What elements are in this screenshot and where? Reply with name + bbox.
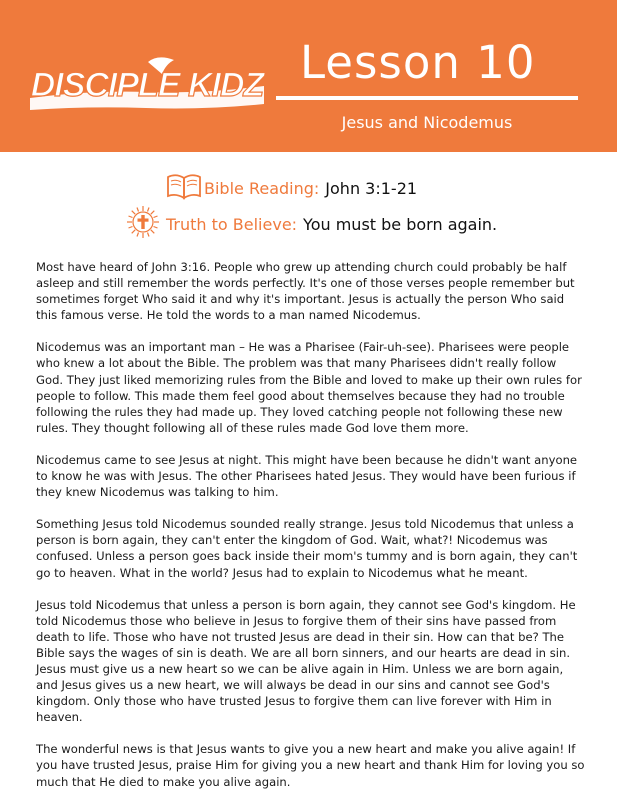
cross-sun-icon: [126, 205, 160, 244]
paragraph: Jesus told Nicodemus that unless a person is born again, they cannot see God's kingdom. He told Nicodemus those who believe in Jesus to forgive them of their sins have passed from death to life. Those who have not trusted Jesus are dead in their sin. How can that be? The Bible says the wages of sin is death. We are all born sinners, and our hearts are dead in sin. Jesus must give us a new heart so we can be alive again in Him. Unless we are born again, and Jesus gives us a new heart, we will always be dead in our sins and cannot see God's kingdom. Only those who have trusted Jesus to forgive them can live forever with Him in heaven.: [36, 597, 576, 725]
truth-to-believe-row: [126, 204, 497, 244]
logo-text: DISCIPLE KIDZ: [30, 66, 264, 104]
bible-reading-value: John 3:1-21: [325, 178, 418, 198]
paragraph: The wonderful news is that Jesus wants to give you a new heart and make you alive again! If you have trusted Jesus, praise Him for giving you a new heart and thank Him for loving you so much that He died to make you alive again.: [36, 742, 585, 789]
paragraph: Something Jesus told Nicodemus sounded really strange. Jesus told Nicodemus that unless a person is born again, they can't enter the kingdom of God. Wait, what?! Nicodemus was confused. Unless a person goes back inside their mom's tummy and is born again, they can't go to heaven. What in the world? Jesus had to explain to Nicodemus what he meant.: [36, 517, 578, 580]
truth-value: You must be born again.: [303, 214, 498, 234]
lesson-subtitle: Jesus and Nicodemus: [341, 113, 513, 132]
paragraph: Nicodemus came to see Jesus at night. This might have been because he didn't want anyone to know he was with Jesus. The other Pharisees hated Jesus. They would have been furious if they knew Nicodemus was talking to him.: [36, 452, 578, 500]
lesson-title: Lesson 10: [300, 36, 536, 89]
lesson-body: [36, 259, 586, 806]
page-header: [0, 0, 617, 152]
disciple-kidz-logo: [28, 52, 266, 110]
truth-label: Truth to Believe:: [166, 214, 298, 234]
bible-reading-label: Bible Reading:: [204, 178, 320, 198]
open-bible-icon: [164, 171, 204, 206]
bible-reading-row: [164, 172, 417, 204]
paragraph: Most have heard of John 3:16. People who grew up attending church could probably be half asleep and still remember the words perfectly. It's one of those verses people remember but sometimes forget Who said it and why it's important. Jesus is actually the person Who said this famous verse. He told the words to a man named Nicodemus.: [36, 260, 575, 323]
paragraph: Nicodemus was an important man – He was a Pharisee (Fair-uh-see). Pharisees were people who knew a lot about the Bible. The problem was that many Pharisees didn't really follow God. They just liked memorizing rules from the Bible and loved to make up their own rules for people to follow. This made them feel good about themselves because they had no trouble following the rules they had made up. They loved catching people not following these new rules. They thought following all of these rules made God love them more.: [36, 340, 582, 435]
title-divider: [276, 96, 578, 100]
